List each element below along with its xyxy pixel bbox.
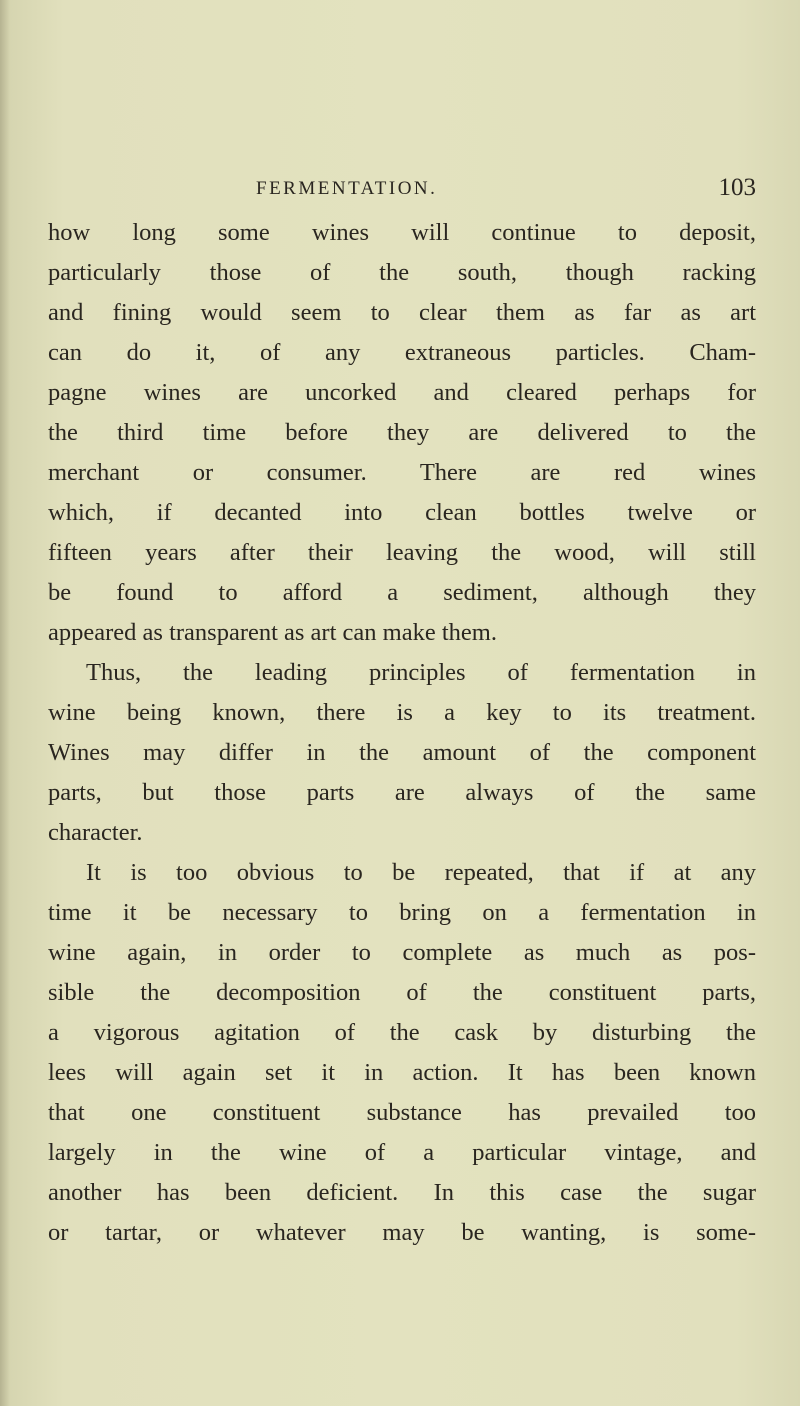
text-line: another has been deficient. In this case the sugar <box>48 1179 756 1206</box>
text-line: pagne wines are uncorked and cleared perhaps for <box>48 379 756 406</box>
running-title: FERMENTATION. <box>256 178 438 199</box>
text-line: how long some wines will continue to deposit, <box>48 219 756 246</box>
text-line: time it be necessary to bring on a fermentation in <box>48 899 756 926</box>
body-text <box>48 213 756 1253</box>
text-line: and fining would seem to clear them as far as art <box>48 299 756 326</box>
text-line: largely in the wine of a particular vintage, and <box>48 1139 756 1166</box>
paragraph-start-line: Thus, the leading principles of fermentation in <box>86 659 756 686</box>
text-line: Wines may differ in the amount of the component <box>48 739 756 766</box>
text-line: a vigorous agitation of the cask by disturbing the <box>48 1019 756 1046</box>
text-line: particularly those of the south, though racking <box>48 259 756 286</box>
text-line: wine being known, there is a key to its treatment. <box>48 699 756 726</box>
paragraph-start-line: It is too obvious to be repeated, that if at any <box>86 859 756 886</box>
text-line: character. <box>48 819 143 846</box>
text-line: lees will again set it in action. It has been known <box>48 1059 756 1086</box>
text-line: appeared as transparent as art can make them. <box>48 619 497 646</box>
text-line: that one constituent substance has prevailed too <box>48 1099 756 1126</box>
text-line: sible the decomposition of the constituent parts, <box>48 979 756 1006</box>
page-gutter-shadow <box>0 0 10 1406</box>
text-line: the third time before they are delivered to the <box>48 419 756 446</box>
text-line: or tartar, or whatever may be wanting, is some- <box>48 1219 756 1246</box>
text-line: wine again, in order to complete as much as pos- <box>48 939 756 966</box>
running-head <box>256 174 756 204</box>
page-number: 103 <box>718 174 756 201</box>
text-line: which, if decanted into clean bottles twelve or <box>48 499 756 526</box>
text-line: be found to afford a sediment, although they <box>48 579 756 606</box>
text-line: can do it, of any extraneous particles. Cham- <box>48 339 756 366</box>
text-line: merchant or consumer. There are red wines <box>48 459 756 486</box>
text-line: parts, but those parts are always of the same <box>48 779 756 806</box>
text-line: fifteen years after their leaving the wood, will still <box>48 539 756 566</box>
